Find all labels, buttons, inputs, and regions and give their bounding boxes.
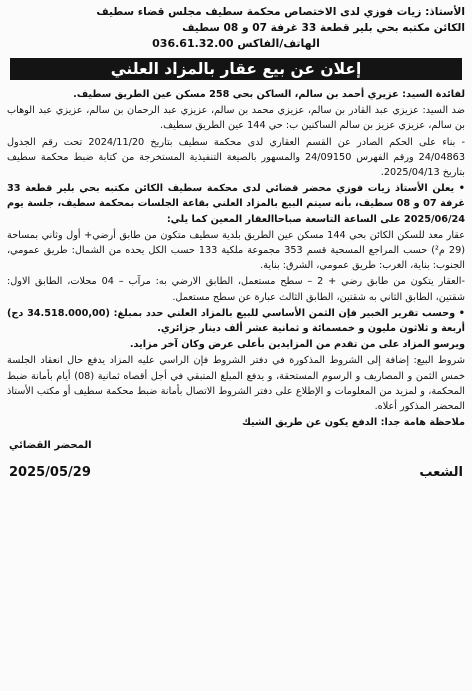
auction-rule-paragraph: ويرسو المزاد على من تقدم من المزايدين بأعلى عرض وكان آخر مزايد.: [129, 339, 465, 351]
beneficiary-paragraph: لفائدة السيد: عزيري أحمد بن سالم، الساكن بحي 258 مسكن عين الطريق سطيف.: [73, 89, 465, 100]
publication-footer: [7, 465, 465, 480]
bailiff-address-line: الكائن مكتبه بحي بلير قطعة 33 غرفة 07 و 08 سطيف: [182, 22, 465, 34]
property-description-paragraph: عقار معد للسكن الكائن بحي 144 مسكن عين الطريق بلدية سطيف متكون من طابق أرضي+ أول وثاني بمساحة (29 م²) حسب المراجع المسحية قسم 353 مجموعة ملكية 133 حسب الكل يحده من الشمال: طريق عمومي، الجنوب: بناية، الغرب: طريق عمومي، الشرق: بناية.: [7, 229, 466, 272]
auction-announcement-paragraph: • يعلن الأستاذ زيات فوزي محضر قضائي لدى محكمة سطيف الكائن مكتبه بحي بلير قطعة 33 غرفة 07 و 08 سطيف، بأنه سيتم البيع بالمزاد العلني بقاعة الجلسات بمحكمة سطيف، جلسة يوم 2025/06/24 على الساعة التاسعة صباحاالعقار المعين كما يلي:: [7, 183, 465, 225]
judgment-paragraph: - بناء على الحكم الصادر عن القسم العقاري لدى محكمة سطيف بتاريخ 2024/11/20 تحت رقم الجدول 24/04863 ورقم الفهرس 24/09150 والمسهور بالصيغة التنفيذية المستخرجة من كتابة ضبط محكمة سطيف بتاريخ 2025/04/13.: [7, 136, 465, 179]
bailiff-signature: المحضر القضائي: [9, 440, 92, 452]
newspaper-name: الشعب: [419, 465, 463, 481]
sale-conditions-paragraph: شروط البيع: إضافة إلى الشروط المذكورة في دفتر الشروط فإن الراسي عليه المزاد يدفع حال انعقاد الجلسة خمس الثمن و المصاريف و الرسوم المستحقة، و يدفع المبلغ المتبقي في أجل أقصاه ثمانية (08) أيام بأمانة ضبط المحكمة، و لمزيد من المعلومات و الإطلاع على دفتر الشروط الاتصال بأمانة ضبط محكمة سطيف أو مكتب الأستاذ المحضر المذكور أعلاه.: [7, 355, 465, 413]
payment-note-paragraph: ملاحظة هامة جدا: الدفع يكون عن طريق الشيك: [241, 417, 465, 429]
property-floors-paragraph: -العقار يتكون من طابق رضي + 2 – سطح مستعمل، الطابق الارضي به: مرآب – 04 محلات، الطابق الاول: شقتين، الطابق الثاني به شقتين، الطابق الثالث عبارة عن سطح مستعمل.: [7, 276, 465, 303]
defendants-paragraph: ضد السيد: عزيزي عبد القادر بن سالم، عزيزي محمد بن سالم، عزيزي عبد الرحمان بن سالم، عزيزي عبد الوهاب بن سالم، عزيزي عزيز بن سالم الساكنين ب: حي 144 عين الطريق سطيف.: [7, 105, 465, 132]
signature-row: [7, 440, 465, 451]
bailiff-header: [7, 4, 465, 52]
base-price-paragraph: • وحسب تقرير الخبير فإن الثمن الأساسي للبيع بالمزاد العلني حدد بمبلغ: (34.518.000,00 دج) أربعة و ثلاثون مليون و خمسمائة و ثمانية عشر ألف دينار جزائري.: [7, 307, 465, 335]
notice-title: إعلان عن بيع عقار بالمزاد العلني: [10, 58, 462, 80]
publication-date: 2025/05/29: [9, 465, 91, 481]
notice-body: [7, 87, 465, 430]
bailiff-name-line: الأستاذ: زيات فوزي لدى الاختصاص محكمة سطيف مجلس قضاء سطيف: [96, 6, 465, 18]
bailiff-phone-line: الهاتف/الفاكس 036.61.32.00: [152, 37, 320, 50]
